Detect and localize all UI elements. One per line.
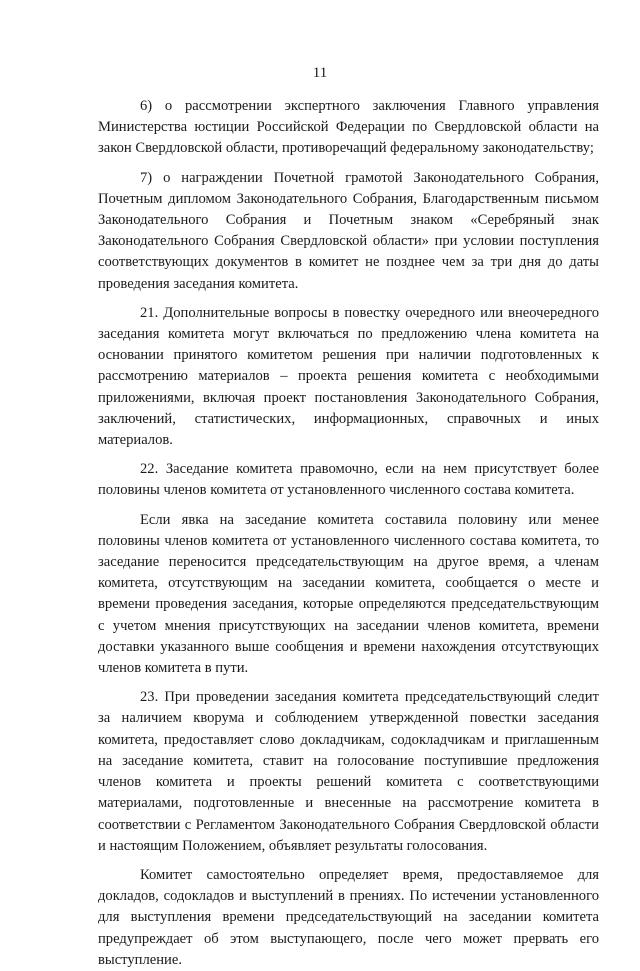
- page-number: 11: [312, 65, 328, 81]
- paragraph-item-7: 7) о награждении Почетной грамотой Законодательного Собрания, Почетным дипломом Законодательного Собрания, Благодарственным письмом Законодательного Собрания и Почетным знаком «Серебряный знак Законодательного Собрания Свердловской области» при условии поступления соответствующих документов в комитет не позднее чем за три дня до даты проведения заседания комитета.: [98, 169, 599, 292]
- document-body: [98, 96, 599, 971]
- paragraph-clause-21: 21. Дополнительные вопросы в повестку очередного или внеочередного заседания комитета могут включаться по предложению члена комитета на основании принятого комитетом решения при наличии подготовленных к рассмотрению материалов – проекта решения комитета с необходимыми приложениями, включая проект постановления Законодательного Собрания, заключений, статистических, информационных, справочных и иных материалов.: [98, 304, 599, 449]
- paragraph-quorum-absence: Если явка на заседание комитета составила половину или менее половины членов комитета от установленного численного состава комитета, то заседание переносится председательствующим на другое время, а членам комитета, отсутствующим на заседании комитета, сообщается о месте и времени проведения заседания, которые определяются председательствующим с учетом мнения присутствующих на заседании членов комитета, времени доставки указанного выше сообщения и времени нахождения отсутствующих членов комитета в пути.: [98, 511, 599, 677]
- paragraph-clause-22: 22. Заседание комитета правомочно, если на нем присутствует более половины членов комитета от установленного численного состава комитета.: [98, 461, 599, 499]
- paragraph-speaking-time: Комитет самостоятельно определяет время, предоставляемое для докладов, содокладов и выступлений в прениях. По истечении установленного для выступления времени председательствующий на заседании комитета предупреждает об этом выступающего, после чего может прервать его выступление.: [98, 866, 599, 968]
- paragraph-item-6: 6) о рассмотрении экспертного заключения Главного управления Министерства юстиции Российской Федерации по Свердловской области на закон Свердловской области, противоречащий федеральному законодательству;: [98, 98, 599, 157]
- paragraph-clause-23: 23. При проведении заседания комитета председательствующий следит за наличием кворума и соблюдением утвержденной повестки заседания комитета, предоставляет слово докладчикам, содокладчикам и приглашенным на заседание комитета, ставит на голосование поступившие предложения членов комитета и проекты решений комитета с соответствующими материалами, подготовленные и внесенные на рассмотрение комитета в соответствии с Регламентом Законодательного Собрания Свердловской области и настоящим Положением, объявляет результаты голосования.: [98, 689, 599, 854]
